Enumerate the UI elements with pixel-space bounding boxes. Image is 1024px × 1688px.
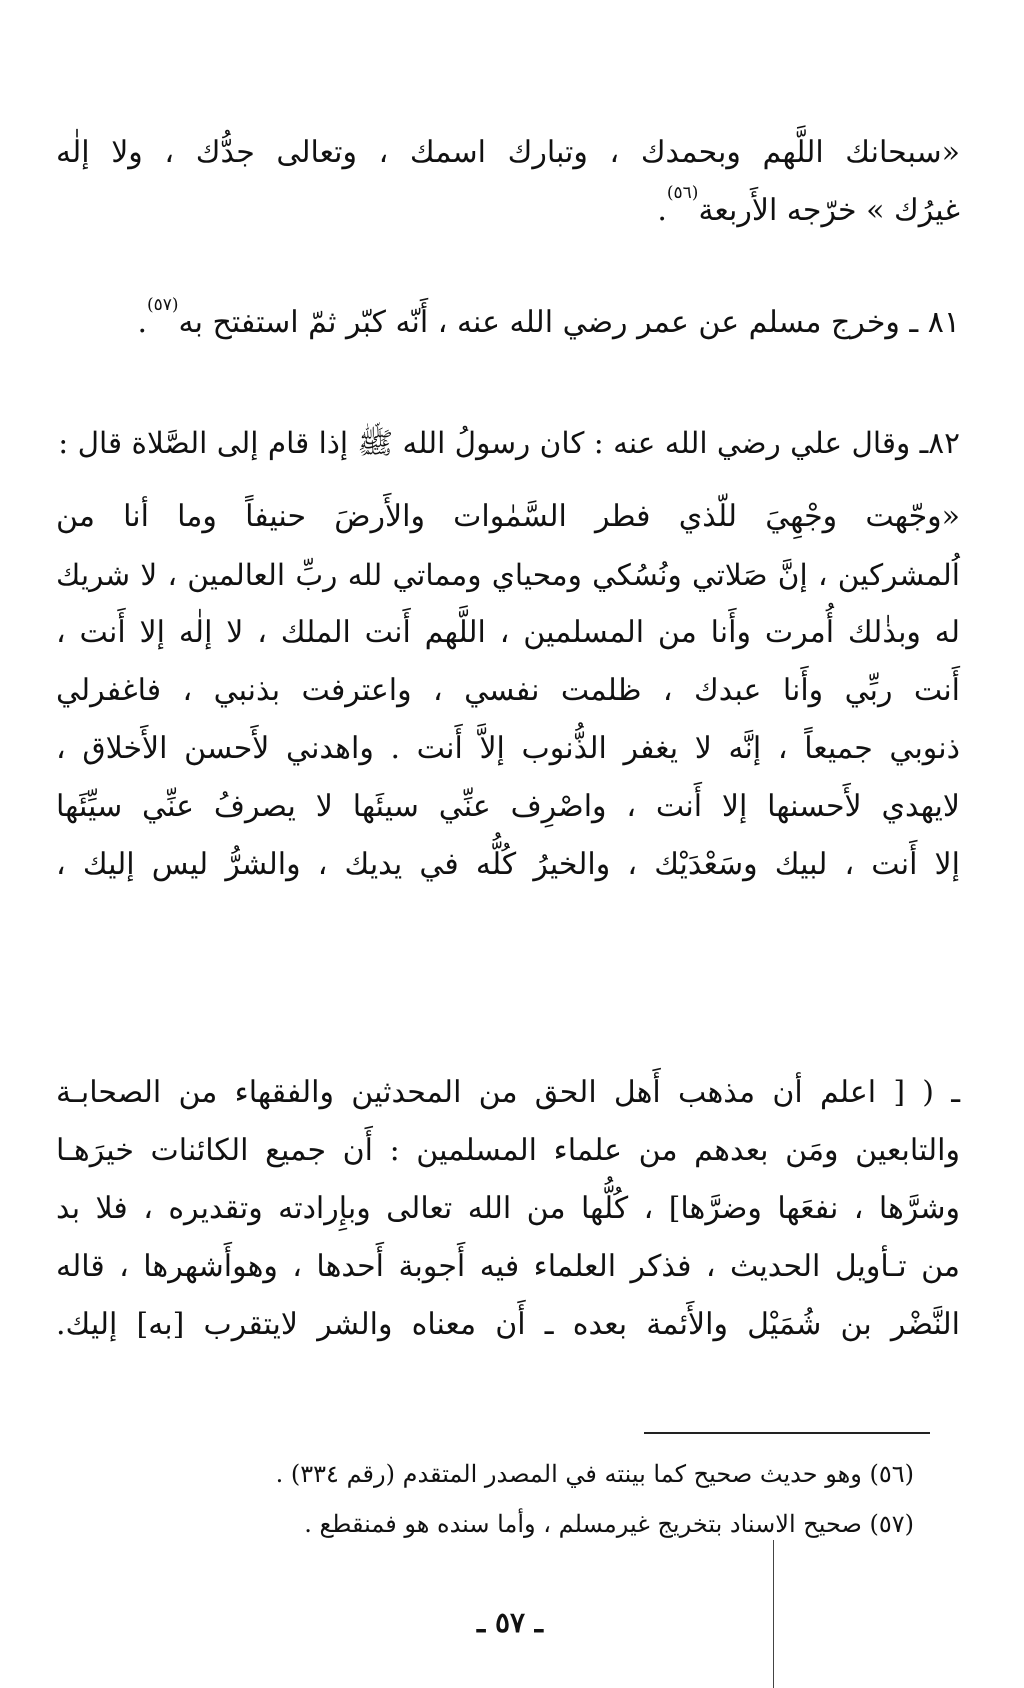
hadith-80-line-2-text: غيرُك » خرّجه الأَربعة	[698, 193, 960, 228]
footnote-divider	[644, 1432, 930, 1434]
hadith-82-line: لايهدي لأَحسنها إلا أَنت ، واصْرِف عنِّي سيئَها لا يصرفُ عنِّي سيِّئَها	[56, 789, 960, 824]
hadith-80-period: .	[657, 193, 667, 228]
hadith-82-intro: ٨٢ـ وقال علي رضي الله عنه : كان رسولُ الله ﷺ إذا قام إلى الصَّلاة قال :	[58, 426, 960, 460]
commentary-line: من تـأويل الحديث ، فذكر العلماء فيه أَجوبة أَحدها ، وهوأَشهرها ، قاله	[56, 1249, 960, 1284]
commentary-line: النَّضْر بن شُمَيْل والأَئمة بعده ـ أَن معناه والشر لايتقرب [به] إليك.	[56, 1307, 960, 1342]
footnote-56: (٥٦) وهو حديث صحيح كما بينته في المصدر المتقدم (رقم ٣٣٤) .	[275, 1460, 914, 1488]
hadith-80-line-2	[56, 182, 960, 240]
hadith-81-line	[56, 294, 960, 352]
hadith-80-line-1: «سبحانك اللَّهم وبحمدك ، وتبارك اسمك ، وتعالى جدُّك ، ولا إلٰه	[56, 135, 960, 170]
hadith-82-line: إلا أَنت ، لبيك وسَعْدَيْك ، والخيرُ كُلُّه في يديك ، والشرُّ ليس إليك ،	[56, 847, 960, 882]
footnote-ref-56: (٥٦)	[666, 183, 699, 203]
footnote-57: (٥٧) صحيح الاسناد بتخريج غيرمسلم ، وأما سنده هو فمنقطع .	[304, 1510, 914, 1538]
hadith-81-period: .	[137, 305, 147, 340]
footnote-ref-57: (٥٧)	[147, 295, 179, 315]
hadith-82	[56, 414, 960, 894]
commentary	[56, 1064, 960, 1354]
commentary-line: وشرَّها ، نفعَها وضرَّها] ، كُلُّها من الله تعالى وبإِرادته وتقديره ، فلا بد	[56, 1191, 960, 1226]
hadith-82-line: اُلمشركين ، إنَّ صَلاتي ونُسُكي ومحياي ومماتي لله ربِّ العالمين ، لا شريك	[56, 558, 960, 592]
hadith-81-text: ٨١ ـ وخرج مسلم عن عمر رضي الله عنه ، أَنّه كبّر ثمّ استفتح به	[178, 305, 960, 340]
commentary-line: والتابعين ومَن بعدهم من علماء المسلمين : أَن جميع الكائنات خيرَهـا	[56, 1133, 960, 1168]
commentary-line: ـ ( [ اعلم أن مذهب أَهل الحق من المحدثين والفقهاء من الصحابـة	[56, 1075, 960, 1110]
hadith-81	[56, 294, 960, 352]
margin-mark-line	[773, 1540, 774, 1688]
hadith-82-line: «وجّهت وجْهِيَ للّذي فطر السَّمٰوات والأَرضَ حنيفاً وما أنا من	[56, 499, 960, 534]
page-number: ـ ٥٧ ـ	[477, 1606, 543, 1639]
hadith-82-line: أَنت ربِّي وأَنا عبدك ، ظلمت نفسي ، واعترفت بذنبي ، فاغفرلي	[56, 673, 960, 708]
hadith-82-line: له وبذٰلك أُمرت وأَنا من المسلمين ، اللَّهم أَنت الملك ، لا إلٰه إلا أَنت ،	[56, 615, 960, 650]
hadith-80-ending	[56, 124, 960, 240]
hadith-82-line: ذنوبي جميعاً ، إنَّه لا يغفر الذُّنوب إلاَّ أَنت . واهدني لأَحسن الأَخلاق ،	[56, 731, 960, 766]
